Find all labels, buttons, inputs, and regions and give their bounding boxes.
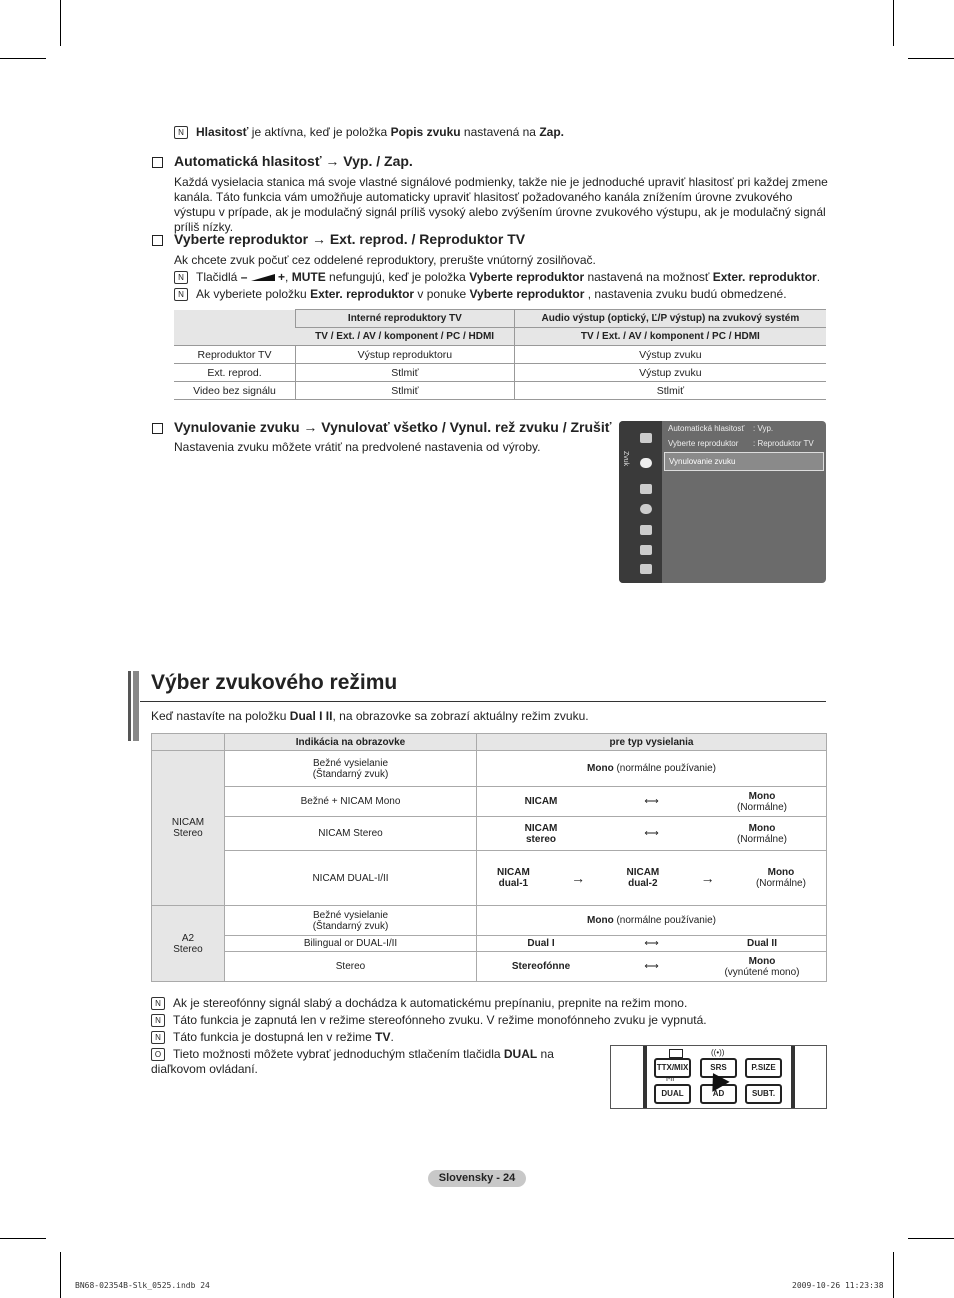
crop-mark: [60, 0, 61, 46]
remote-note-icon: O: [151, 1048, 165, 1061]
sound-mode-table: [151, 733, 827, 982]
bidirectional-arrow-icon: ⟷: [605, 952, 698, 982]
bidirectional-arrow-icon: ⟷: [605, 787, 698, 817]
channel-icon: [640, 484, 652, 494]
table-header: Audio výstup (optický, Ľ/P výstup) na zvukový systém: [514, 310, 826, 328]
menu-row-speaker[interactable]: Vyberte reproduktor : Reproduktor TV: [668, 439, 814, 448]
page-number-badge: Slovensky - 24: [428, 1170, 526, 1187]
menu-row-auto-volume[interactable]: Automatická hlasitosť : Vyp.: [668, 424, 774, 433]
auto-volume-body: Každá vysielacia stanica má svoje vlastné signálové podmienky, takže nie je jednoduché upraviť hlasitosť pri každej zmene kanála. Táto funkcia vám umožňuje automaticky upraviť hlasitosť požadovaného kanála znížením úrovne zvukového výstupu v prípade, ak je modulačný signál príliš vysoký alebo zvýšením úrovne zvukového výstupu, ak je modulačný signál príliš nízky.: [174, 175, 828, 234]
title-rule: [140, 701, 826, 702]
group-nicam: NICAM Stereo: [152, 751, 225, 906]
p-size-button[interactable]: P.SIZE: [745, 1058, 782, 1078]
reset-body: Nastavenia zvuku môžete vrátiť na predvolené nastavenia od výroby.: [174, 440, 541, 454]
srs-button[interactable]: SRS: [700, 1058, 737, 1078]
crop-mark: [0, 1238, 46, 1239]
crop-mark: [0, 58, 46, 59]
setup-gear-icon: [640, 504, 652, 514]
note-icon: N: [174, 271, 188, 284]
note-bold: Hlasitosť: [196, 125, 249, 139]
table-row: NICAM Stereo Bežné vysielanie (Štandarný zvuk) Mono (normálne používanie): [152, 751, 827, 787]
table-row: NICAM DUAL-I/II NICAM dual-1 → NICAM dual-2 → Mono (Normálne): [152, 851, 827, 906]
ttx-mix-button[interactable]: TTX/MIX: [654, 1058, 691, 1078]
note-dual-button: O Tieto možnosti môžete vybrať jednoduchým stlačením tlačidla DUAL na diaľkovom ovládaní.: [151, 1047, 554, 1076]
note-tv-mode: N Táto funkcia je dostupná len v režime TV.: [151, 1030, 394, 1045]
tv-menu-screenshot: [619, 421, 826, 583]
note-volume: N Hlasitosť je aktívna, keď je položka Popis zvuku nastavená na Zap.: [174, 125, 564, 140]
crop-mark: [908, 1238, 954, 1239]
note-stereo-only: N Táto funkcia je zapnutá len v režime stereofónneho zvuku. V režime monofónneho zvuku je vypnutá.: [151, 1013, 707, 1028]
teletext-icon: [669, 1049, 683, 1058]
table-row: Video bez signálu Stlmiť Stlmiť: [174, 382, 826, 400]
support-icon: [640, 564, 652, 574]
menu-sidebar: [619, 421, 662, 583]
menu-row-reset-selected[interactable]: Vynulovanie zvuku: [664, 452, 824, 471]
note-icon: N: [174, 288, 188, 301]
checkbox-bullet-icon: [152, 157, 163, 168]
ad-button[interactable]: AD: [700, 1084, 737, 1104]
arrow-right-icon: →: [700, 870, 715, 886]
bidirectional-arrow-icon: ⟷: [605, 936, 698, 952]
speaker-note-1: N Tlačidlá – +, MUTE nefungujú, keď je položka Vyberte reproduktor nastavená na možnosť Exter. reproduktor.: [174, 270, 820, 285]
table-row: Bilingual or DUAL-I/II Dual I ⟷ Dual II: [152, 936, 827, 952]
note-icon: N: [151, 997, 165, 1010]
table-row: A2 Stereo Bežné vysielanie (Štandarný zvuk) Mono (normálne používanie): [152, 906, 827, 936]
srs-icon: ((•)): [711, 1048, 725, 1057]
crop-mark: [893, 0, 894, 46]
table-row: Ext. reprod. Stlmiť Výstup zvuku: [174, 364, 826, 382]
table-header: Interné reproduktory TV: [296, 310, 515, 328]
picture-icon: [640, 433, 652, 443]
speaker-heading: Vyberte reproduktor → Ext. reprod. / Reproduktor TV: [152, 231, 525, 247]
bidirectional-arrow-icon: ⟷: [605, 817, 698, 851]
crop-mark: [893, 1252, 894, 1298]
application-icon: [640, 545, 652, 555]
dual-label-icon: I-II: [666, 1076, 675, 1083]
crop-mark: [908, 58, 954, 59]
checkbox-bullet-icon: [152, 423, 163, 434]
note-icon: N: [151, 1031, 165, 1044]
input-icon: [640, 525, 652, 535]
print-info-right: 2009-10-26 11:23:38: [792, 1281, 884, 1290]
subt-button[interactable]: SUBT.: [745, 1084, 782, 1104]
menu-side-label: Zvuk: [622, 451, 629, 467]
table-row: Bežné + NICAM Mono NICAM ⟷ Mono (Normálne): [152, 787, 827, 817]
note-weak-signal: N Ak je stereofónny signál slabý a dochádza k automatickému prepínaniu, prepnite na režim mono.: [151, 996, 687, 1011]
speaker-note-2: N Ak vyberiete položku Exter. reproduktor v ponuke Vyberte reproduktor , nastavenia zvuku budú obmedzené.: [174, 287, 787, 302]
speaker-body: Ak chcete zvuk počuť cez oddelené reproduktory, prerušte vnútorný zosilňovač.: [174, 253, 596, 267]
checkbox-bullet-icon: [152, 235, 163, 246]
section-title: Výber zvukového režimu: [151, 671, 398, 694]
volume-bar-icon: [251, 274, 275, 281]
table-row: Stereo Stereofónne ⟷ Mono (vynútené mono): [152, 952, 827, 982]
diagonal-header-cell: [152, 734, 225, 751]
table-subheader: TV / Ext. / AV / komponent / PC / HDMI: [296, 328, 515, 346]
intro-text: Keď nastavíte na položku Dual I II, na obrazovke sa zobrazí aktuálny režim zvuku.: [151, 709, 589, 723]
dual-button[interactable]: DUAL: [654, 1084, 691, 1104]
sound-icon: [640, 458, 652, 468]
print-info-left: BN68-02354B-Slk_0525.indb 24: [75, 1281, 210, 1290]
arrow-right-icon: →: [571, 870, 586, 886]
table-row: NICAM Stereo NICAM stereo ⟷ Mono (Normálne): [152, 817, 827, 851]
section-bar-decoration: [128, 671, 140, 741]
auto-volume-heading: Automatická hlasitosť → Vyp. / Zap.: [152, 153, 413, 169]
reset-heading: Vynulovanie zvuku → Vynulovať všetko / Vynul. rež zvuku / Zrušiť: [152, 419, 611, 435]
note-icon: N: [174, 126, 188, 139]
table-row: Reproduktor TV Výstup reproduktoru Výstup zvuku: [174, 346, 826, 364]
table-header: pre typ vysielania: [477, 734, 827, 751]
table-header: Indikácia na obrazovke: [225, 734, 477, 751]
crop-mark: [60, 1252, 61, 1298]
note-icon: N: [151, 1014, 165, 1027]
remote-control-image: [610, 1045, 827, 1109]
speaker-output-table: [174, 309, 826, 400]
group-a2: A2 Stereo: [152, 906, 225, 982]
table-subheader: TV / Ext. / AV / komponent / PC / HDMI: [514, 328, 826, 346]
